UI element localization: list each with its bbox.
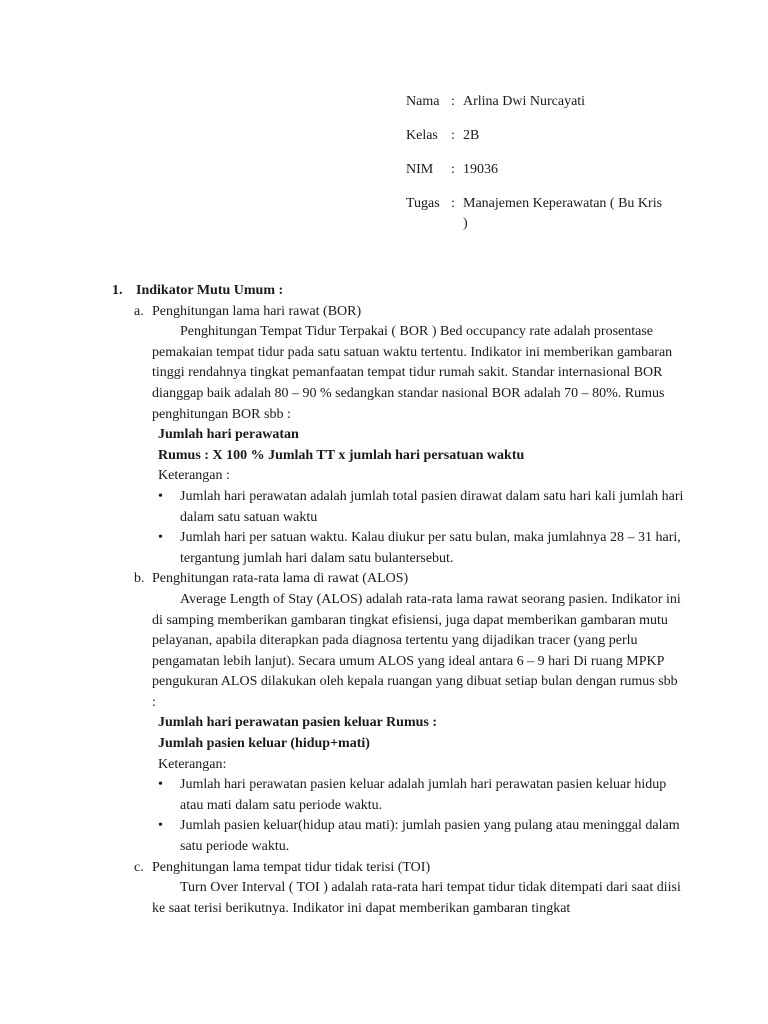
- section-number: 1.: [112, 283, 123, 298]
- subsection-c: [112, 858, 684, 920]
- subsection-letter: b.: [134, 571, 145, 587]
- list-item-text: Jumlah hari perawatan adalah jumlah total pasien dirawat dalam satu hari kali jumlah hari dalam satu satuan waktu: [180, 488, 684, 525]
- bullet-icon: •: [158, 488, 163, 504]
- info-value-tugas: Manajemen Keperawatan ( Bu Kris ): [463, 196, 663, 231]
- subsection-heading: [134, 302, 684, 323]
- info-colon: :: [451, 196, 455, 211]
- info-colon: :: [451, 94, 455, 109]
- list-item-text: Jumlah hari perawatan pasien keluar adalah jumlah hari perawatan pasien keluar hidup atau mati dalam satu periode waktu.: [180, 777, 667, 813]
- paragraph: Turn Over Interval ( TOI ) adalah rata-rata hari tempat tidur tidak ditempati dari saat diisi ke saat terisi berikutnya. Indikator ini dapat memberikan gambaran tingkat: [152, 880, 681, 916]
- paragraph: Penghitungan Tempat Tidur Terpakai ( BOR ) Bed occupancy rate adalah prosentase pemakaian tempat tidur pada satu satuan waktu tertentu. Indikator ini memberikan gambaran tinggi rendahnya tingkat pemanfaatan tempat tidur rumah sakit. Standar internasional BOR dianggap baik adalah 80 – 90 % sedangkan standar nasional BOR adalah 70 – 80%. Rumus penghitungan BOR sbb :: [152, 324, 673, 422]
- subsection-letter: a.: [134, 303, 144, 319]
- info-value-nama: Arlina Dwi Nurcayati: [463, 94, 586, 109]
- info-label: Nama: [406, 94, 440, 109]
- info-row-nim: [406, 160, 668, 180]
- keterangan-label: Keterangan:: [158, 756, 227, 772]
- subsection-b: [112, 569, 684, 857]
- list-item: [158, 816, 684, 857]
- info-row-kelas: [406, 126, 668, 146]
- subsection-heading: [134, 569, 684, 590]
- formula-line: Jumlah pasien keluar (hidup+mati): [158, 736, 370, 752]
- paragraph: Average Length of Stay (ALOS) adalah rata-rata lama rawat seorang pasien. Indikator ini di samping memberikan gambaran tingkat efisiensi, juga dapat memberikan gambaran mutu pelayanan, apabila diterapkan pada diagnosa tertentu yang dijadikan tracer (yang perlu pengamatan lebih lanjut). Secara umum ALOS yang ideal antara 6 – 9 hari Di ruang MPKP pengukuran ALOS dilakukan oleh kepala ruangan yang dibuat setiap bulan dengan rumus sbb :: [152, 591, 681, 710]
- list-item-text: Jumlah hari per satuan waktu. Kalau diukur per satu bulan, maka jumlahnya 28 – 31 hari, tergantung jumlah hari dalam satu bulantersebut.: [180, 530, 681, 566]
- list-item: [158, 528, 684, 569]
- subsection-letter: c.: [134, 859, 144, 875]
- subsection-heading: [134, 858, 684, 879]
- bullet-list: [152, 487, 684, 569]
- list-item: [158, 775, 684, 816]
- student-info-block: [406, 92, 668, 248]
- info-label: Kelas: [406, 128, 438, 143]
- bullet-icon: •: [158, 530, 163, 546]
- section-title: Indikator Mutu Umum :: [136, 283, 284, 298]
- info-row-tugas: [406, 194, 668, 234]
- info-value-nim: 19036: [463, 162, 498, 177]
- section-heading: [112, 281, 684, 302]
- formula-line: Jumlah hari perawatan: [158, 427, 299, 443]
- info-label: Tugas: [406, 196, 440, 211]
- subsection-title: Penghitungan rata-rata lama di rawat (ALOS): [152, 571, 409, 587]
- info-row-nama: [406, 92, 668, 112]
- formula-line: Jumlah hari perawatan pasien keluar Rumus :: [158, 715, 438, 731]
- info-colon: :: [451, 162, 455, 177]
- list-item: [158, 487, 684, 528]
- document-body: [112, 281, 684, 919]
- info-label: NIM: [406, 162, 434, 177]
- subsection-a: [112, 302, 684, 570]
- subsection-title: Penghitungan lama hari rawat (BOR): [152, 303, 362, 319]
- keterangan-label: Keterangan :: [158, 468, 230, 484]
- bullet-icon: •: [158, 818, 163, 834]
- subsection-title: Penghitungan lama tempat tidur tidak terisi (TOI): [152, 859, 431, 875]
- info-value-kelas: 2B: [463, 128, 480, 143]
- bullet-icon: •: [158, 777, 163, 793]
- bullet-list: [152, 775, 684, 857]
- list-item-text: Jumlah pasien keluar(hidup atau mati): jumlah pasien yang pulang atau meninggal dalam satu periode waktu.: [180, 818, 680, 855]
- info-colon: :: [451, 128, 455, 143]
- formula-line: Rumus : X 100 % Jumlah TT x jumlah hari persatuan waktu: [158, 447, 525, 463]
